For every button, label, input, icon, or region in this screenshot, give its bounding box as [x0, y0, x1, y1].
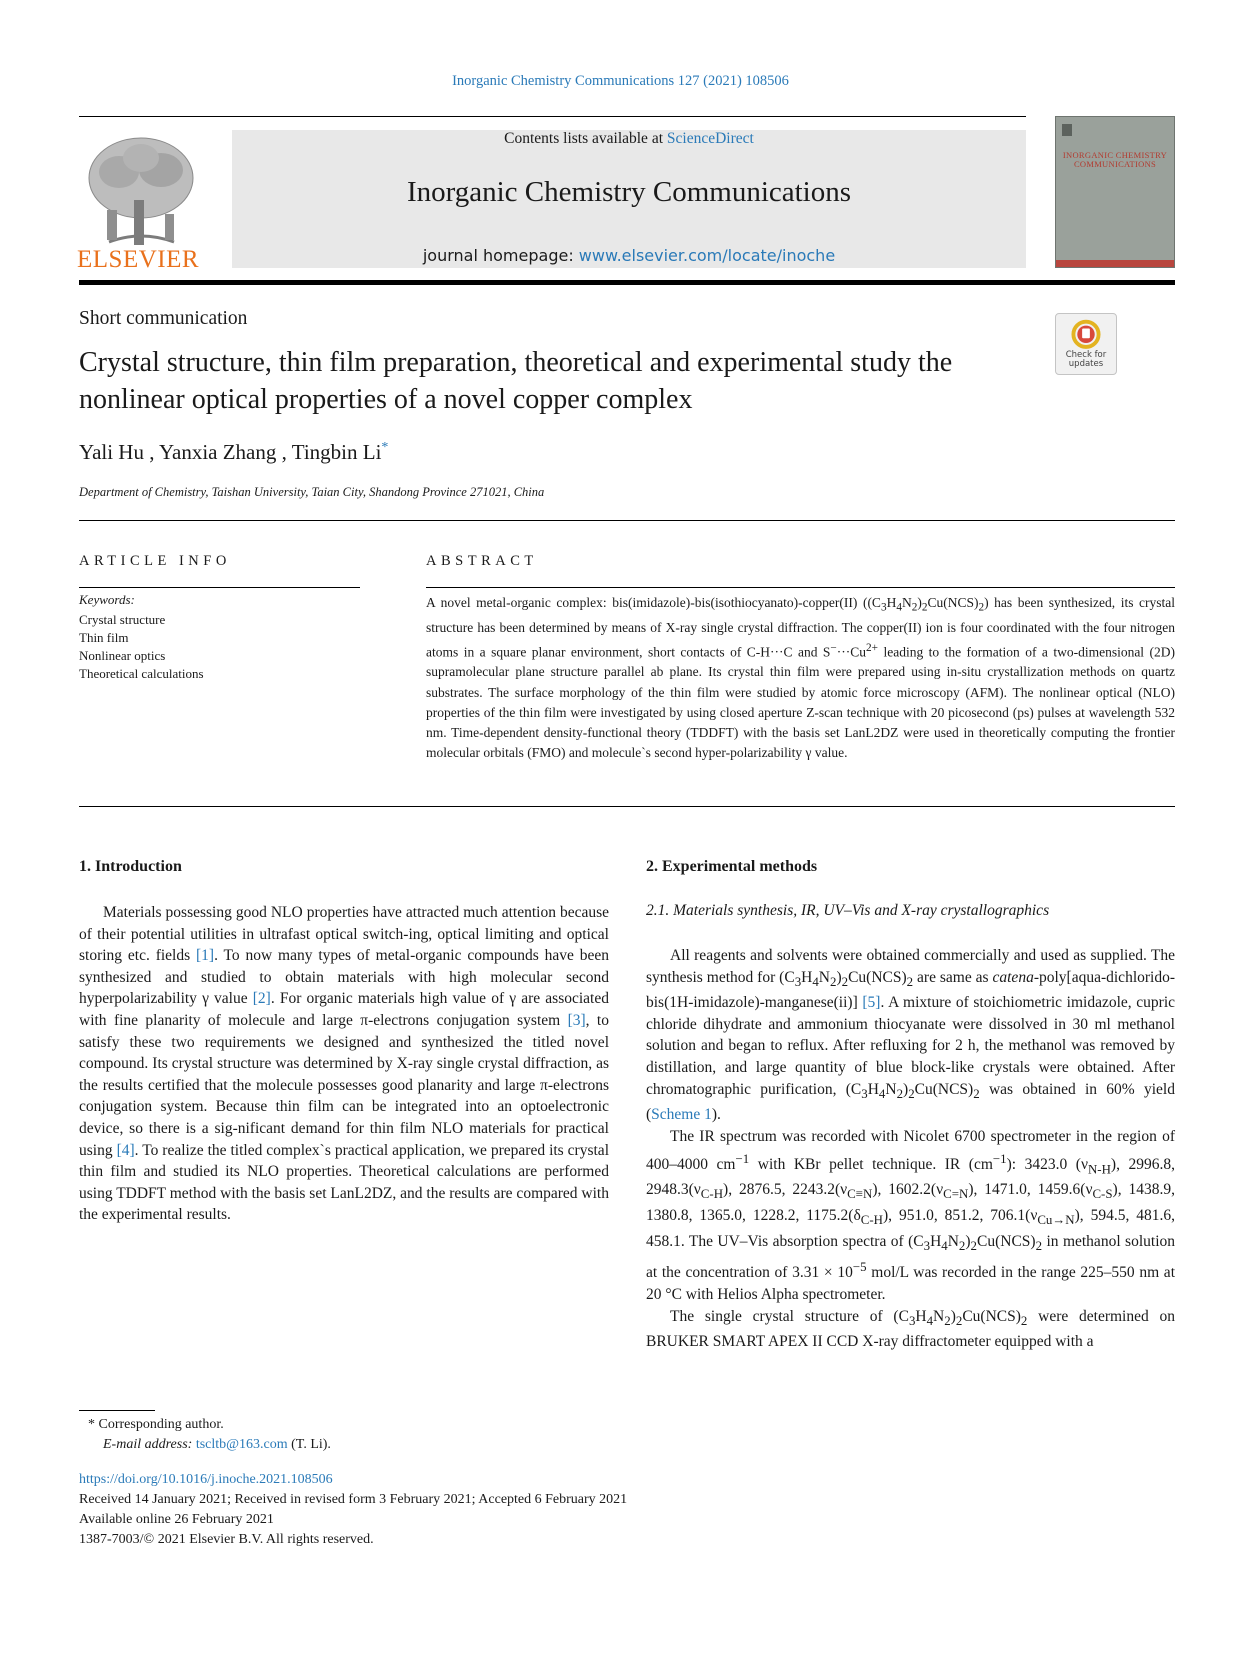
article-info-rule: [79, 587, 360, 588]
citation-link[interactable]: [4]: [116, 1141, 135, 1159]
email-link[interactable]: tscltb@163.com: [195, 1437, 288, 1452]
homepage-line: [232, 246, 1026, 265]
keyword-item: Crystal structure: [79, 612, 166, 627]
header-top-rule: [79, 116, 1026, 117]
citation-link[interactable]: [5]: [862, 994, 881, 1012]
header-thick-rule: [79, 280, 1175, 285]
corresponding-author-mark[interactable]: *: [381, 440, 389, 455]
keyword-item: Nonlinear optics: [79, 648, 166, 663]
title-bottom-rule: [79, 520, 1175, 521]
introduction-body: Materials possessing good NLO properties have attracted much attention because of their potential utilities in ultrafast optical switch-ing, optical limiting and optical storing etc. fields [1]. To now many types of metal-organic compounds have been synthesized and studied to obtain materials with high molecular second hyperpolarizability γ value [2]. For organic materials high value of γ are associated with fine planarity of molecule and large π-electrons conjugation system [3], to satisfy these two requirements we designed and synthesized the titled novel compound. Its crystal structure was determined by X-ray single crystal diffraction, as the results certified that the molecule possesses good planarity and large π-electrons conjugation system. Because thin film can be integrated into an optoelectronic device, so there is a sig-nificant demand for thin film NLO materials for practical using [4]. To realize the titled complex`s practical application, we prepared its crystal thin film and studied its NLO properties. Theoretical calculations are performed using TDDFT method with the basis set LanL2DZ, and the results are compared with the experimental results.: [79, 904, 610, 1224]
scheme-link[interactable]: Scheme 1: [651, 1106, 712, 1124]
methods-heading: 2. Experimental methods: [646, 858, 818, 875]
author-names: Yali Hu , Yanxia Zhang , Tingbin Li: [79, 440, 382, 464]
check-for-updates-label: Check for updates: [1065, 350, 1107, 369]
journal-cover-thumbnail[interactable]: [1055, 116, 1175, 268]
keyword-item: Thin film: [79, 630, 129, 645]
article-type: Short communication: [79, 308, 248, 329]
citation-link[interactable]: [1]: [196, 947, 215, 965]
email-suffix: (T. Li).: [287, 1437, 331, 1452]
abstract-bottom-rule: [79, 806, 1175, 807]
article-title: Crystal structure, thin film preparation, theoretical and experimental study the nonlinear optical properties of a novel copper complex: [79, 347, 953, 415]
email-label: E-mail address:: [103, 1437, 193, 1452]
cover-title: INORGANIC CHEMISTRY COMMUNICATIONS: [1062, 150, 1168, 169]
introduction-heading: 1. Introduction: [79, 858, 182, 875]
footnote-rule: [79, 1410, 155, 1411]
journal-title: Inorganic Chemistry Communications: [406, 176, 852, 208]
citation-link[interactable]: [3]: [567, 1011, 586, 1029]
affiliation: Department of Chemistry, Taishan University, Taian City, Shandong Province 271021, China: [79, 485, 545, 499]
abstract-heading: ABSTRACT: [426, 553, 538, 569]
abstract-rule: [426, 587, 1175, 588]
abstract-text: A novel metal-organic complex: bis(imidazole)-bis(isothiocyanato)-copper(II) $((C_3H_4N_2)_2Cu(NCS)_2)$ has been synthesized, its crystal structure has been determined by means of X-ray single crystal diffraction. The copper(II) ion is four coordinated with the four nitrogen atoms in a square planar environment, short contacts of C-H···C and $S^-\cdot\cdot\cdot Cu^{2+}$ leading to the formation of a two-dimensional (2D) supramolecular plane structure parallel ab plane. Its crystal thin film were prepared using in-situ crystallization methods on quartz substrates. The surface morphology of the thin film were studied by atomic force microscopy (AFM). The nonlinear optical (NLO) properties of the thin film were investigated by using closed aperture Z-scan technique with 20 picosecond (ps) pulses at wavelength 532 nm. Time-dependent density-functional theory (TDDFT) with the basis set LanL2DZ were used in theoretically computing the frontier molecular orbitals (FMO) and molecule`s second hyper-polarizability γ value.: [426, 595, 1176, 760]
methods-subheading: 2.1. Materials synthesis, IR, UV–Vis and X-ray crystallographics: [646, 902, 1050, 919]
article-info-heading: ARTICLE INFO: [79, 553, 231, 569]
email-line: [103, 1437, 331, 1453]
corresponding-author-note: * Corresponding author.: [88, 1417, 224, 1432]
methods-body: All reagents and solvents were obtained commercially and used as supplied. The synthesis method for $(C_3H_4N_2)_2Cu(NCS)_2$ are same as catena-poly[aqua-dichlorido-bis(1H-imidazole)-manganese(ii)] [5]. A mixture of stoichiometric imidazole, cupric chloride dihydrate and ammonium thiocyanate were dissolved in 30 ml methanol solution and began to reflux. After refluxing for 2 h, the methanol was removed by distillation, and large quantity of blue block-like crystals were obtained. After chromatographic purification, $(C_3H_4N_2)_2Cu(NCS)_2$ was obtained in 60% yield (Scheme 1). The IR spectrum was recorded with Nicolet 6700 spectrometer in the region of 400–4000 $cm^{-1}$ with KBr pellet technique. IR $(cm^{-1})$: 3423.0 $(\nu_{N-H})$, 2996.8, $2948.3(\nu_{C-H})$, 2876.5, $2243.2(\nu_{C\equiv N})$, $1602.2(\nu_{C=N})$, 1471.0, $1459.6(\nu_{C-S})$, 1438.9, 1380.8, 1365.0, 1228.2, $1175.2(\delta_{C-H})$, 951.0, 851.2, $706.1(\nu_{Cu\to N})$, 594.5, 481.6, 458.1. The UV–Vis absorption spectra of $(C_3H_4N_2)_2Cu(NCS)_2$ in methanol solution at the concentration of $3.31 \times 10^{-5}$ mol/L was recorded in the range 225–550 nm at 20 °C with Helios Alpha spectrometer. The single crystal structure of $(C_3H_4N_2)_2Cu(NCS)_2$ were determined on BRUKER SMART APEX II CCD X-ray diffractometer equipped with a: [646, 947, 1176, 1351]
keyword-item: Theoretical calculations: [79, 666, 204, 681]
elsevier-wordmark: ELSEVIER: [77, 246, 200, 273]
copyright: 1387-7003/© 2021 Elsevier B.V. All rights reserved.: [79, 1532, 374, 1547]
cover-bottom-band: [1056, 260, 1174, 267]
available-online: Available online 26 February 2021: [79, 1512, 274, 1527]
contents-prefix: Contents lists available at: [504, 130, 667, 147]
sciencedirect-link[interactable]: ScienceDirect: [666, 130, 754, 147]
homepage-prefix: journal homepage:: [422, 246, 579, 265]
journal-citation[interactable]: Inorganic Chemistry Communications 127 (2021) 108506: [452, 73, 789, 89]
doi-link[interactable]: [79, 1472, 333, 1488]
received-dates: Received 14 January 2021; Received in revised form 3 February 2021; Accepted 6 February 2021: [79, 1492, 628, 1507]
homepage-link[interactable]: www.elsevier.com/locate/inoche: [578, 246, 836, 265]
doi-url[interactable]: https://doi.org/10.1016/j.inoche.2021.108506: [79, 1472, 333, 1487]
keywords-label: Keywords:: [79, 592, 135, 607]
cover-logo-mark: [1062, 124, 1072, 136]
citation-link[interactable]: [2]: [252, 990, 271, 1008]
author-list: [79, 440, 388, 465]
contents-line: [232, 130, 1026, 148]
